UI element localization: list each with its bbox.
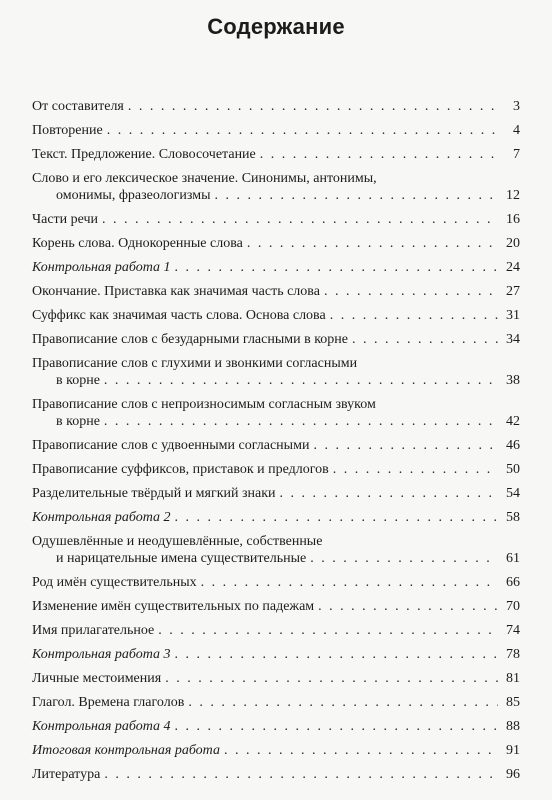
toc-entry xyxy=(32,170,520,204)
toc-entry-title: Правописание слов с удвоенными согласными xyxy=(32,438,310,453)
toc-entry xyxy=(32,742,520,759)
toc-page-number: 20 xyxy=(506,236,520,251)
toc-entry-title: омонимы, фразеологизмы xyxy=(56,188,211,203)
toc-entry xyxy=(32,396,520,430)
dot-leader xyxy=(107,122,498,139)
toc-entry-title: Текст. Предложение. Словосочетание xyxy=(32,147,256,162)
toc-page-number: 24 xyxy=(506,260,520,275)
toc-entry-title: Контрольная работа 4 xyxy=(32,719,171,734)
toc-entry-title: Личные местоимения xyxy=(32,671,162,686)
toc-entry-title: Правописание слов с глухими и звонкими согласными xyxy=(32,356,358,371)
toc-page-number: 88 xyxy=(506,719,520,734)
dot-leader xyxy=(104,372,498,389)
dot-leader xyxy=(175,718,498,735)
toc-entry xyxy=(32,670,520,687)
toc-entry xyxy=(32,235,520,252)
toc-page-number: 58 xyxy=(506,510,520,525)
toc-entry xyxy=(32,646,520,663)
toc-page-number: 12 xyxy=(506,188,520,203)
toc-page-number: 31 xyxy=(506,308,520,323)
dot-leader xyxy=(318,598,498,615)
dot-leader xyxy=(104,413,498,430)
toc-entry-title: Одушевлённые и неодушевлённые, собственные xyxy=(32,534,323,549)
dot-leader xyxy=(224,742,498,759)
toc-entry xyxy=(32,307,520,324)
toc-page-number: 85 xyxy=(506,695,520,710)
toc-page-number: 66 xyxy=(506,575,520,590)
toc-page-number: 27 xyxy=(506,284,520,299)
dot-leader xyxy=(175,509,498,526)
toc-entry-title: Род имён существительных xyxy=(32,575,197,590)
dot-leader xyxy=(102,211,498,228)
toc-entry-title: Части речи xyxy=(32,212,99,227)
toc-entry-title: Разделительные твёрдый и мягкий знаки xyxy=(32,486,276,501)
toc-page-number: 38 xyxy=(506,373,520,388)
dot-leader xyxy=(128,98,498,115)
toc-entry xyxy=(32,122,520,139)
toc-entry-title: Слово и его лексическое значение. Синонимы, антонимы, xyxy=(32,171,377,186)
toc-entry-title: Корень слова. Однокоренные слова xyxy=(32,236,243,251)
toc-page-number: 61 xyxy=(506,551,520,566)
toc-page-number: 7 xyxy=(513,147,520,162)
dot-leader xyxy=(247,235,498,252)
dot-leader xyxy=(175,646,498,663)
toc-page-number: 74 xyxy=(506,623,520,638)
toc-page-number: 46 xyxy=(506,438,520,453)
toc-entry xyxy=(32,598,520,615)
dot-leader xyxy=(175,259,498,276)
toc-entry xyxy=(32,485,520,502)
toc-page-number: 96 xyxy=(506,767,520,782)
toc-entry-title: Контрольная работа 1 xyxy=(32,260,171,275)
dot-leader xyxy=(324,283,498,300)
dot-leader xyxy=(215,187,498,204)
dot-leader xyxy=(330,307,498,324)
dot-leader xyxy=(158,622,498,639)
toc-entry xyxy=(32,259,520,276)
toc-page-number: 42 xyxy=(506,414,520,429)
toc-entry xyxy=(32,509,520,526)
page-title: Содержание xyxy=(207,14,345,39)
toc-entry-title: Изменение имён существительных по падежам xyxy=(32,599,315,614)
toc-page-number: 4 xyxy=(513,123,520,138)
toc-entry-title: в корне xyxy=(56,414,100,429)
toc-page-number: 54 xyxy=(506,486,520,501)
dot-leader xyxy=(280,485,498,502)
toc-page-number: 50 xyxy=(506,462,520,477)
toc-entry xyxy=(32,331,520,348)
toc-entry-title: Итоговая контрольная работа xyxy=(32,743,220,758)
toc-entry xyxy=(32,283,520,300)
dot-leader xyxy=(260,146,498,163)
toc-entry-title: Окончание. Приставка как значимая часть слова xyxy=(32,284,320,299)
dot-leader xyxy=(104,766,498,783)
toc-entry xyxy=(32,718,520,735)
toc-entry-title: Повторение xyxy=(32,123,103,138)
toc-entry xyxy=(32,146,520,163)
dot-leader xyxy=(352,331,498,348)
toc-entry xyxy=(32,98,520,115)
dot-leader xyxy=(201,574,498,591)
toc-entry-title: и нарицательные имена существительные xyxy=(56,551,307,566)
dot-leader xyxy=(188,694,498,711)
dot-leader xyxy=(165,670,498,687)
toc-page-number: 70 xyxy=(506,599,520,614)
toc-page-number: 78 xyxy=(506,647,520,662)
toc-page-number: 16 xyxy=(506,212,520,227)
toc-page-number: 81 xyxy=(506,671,520,686)
toc-entry-title: Литература xyxy=(32,767,101,782)
table-of-contents xyxy=(32,98,520,790)
toc-entry-title: От составителя xyxy=(32,99,124,114)
toc-entry-title: Правописание слов с безударными гласными в корне xyxy=(32,332,349,347)
toc-entry xyxy=(32,461,520,478)
dot-leader xyxy=(333,461,498,478)
toc-entry-title: Суффикс как значимая часть слова. Основа слова xyxy=(32,308,326,323)
toc-entry xyxy=(32,355,520,389)
toc-entry-title: Правописание слов с непроизносимым согласным звуком xyxy=(32,397,376,412)
toc-page-number: 91 xyxy=(506,743,520,758)
toc-page-number: 34 xyxy=(506,332,520,347)
toc-entry-title: Имя прилагательное xyxy=(32,623,155,638)
toc-entry xyxy=(32,437,520,454)
toc-entry xyxy=(32,574,520,591)
toc-entry xyxy=(32,766,520,783)
toc-entry-title: в корне xyxy=(56,373,100,388)
dot-leader xyxy=(313,437,498,454)
toc-entry-title: Правописание суффиксов, приставок и предлогов xyxy=(32,462,329,477)
toc-entry xyxy=(32,694,520,711)
dot-leader xyxy=(310,550,498,567)
toc-entry xyxy=(32,533,520,567)
toc-entry-title: Контрольная работа 2 xyxy=(32,510,171,525)
toc-entry xyxy=(32,211,520,228)
toc-entry-title: Контрольная работа 3 xyxy=(32,647,171,662)
toc-page-number: 3 xyxy=(513,99,520,114)
toc-entry-title: Глагол. Времена глаголов xyxy=(32,695,185,710)
toc-entry xyxy=(32,622,520,639)
